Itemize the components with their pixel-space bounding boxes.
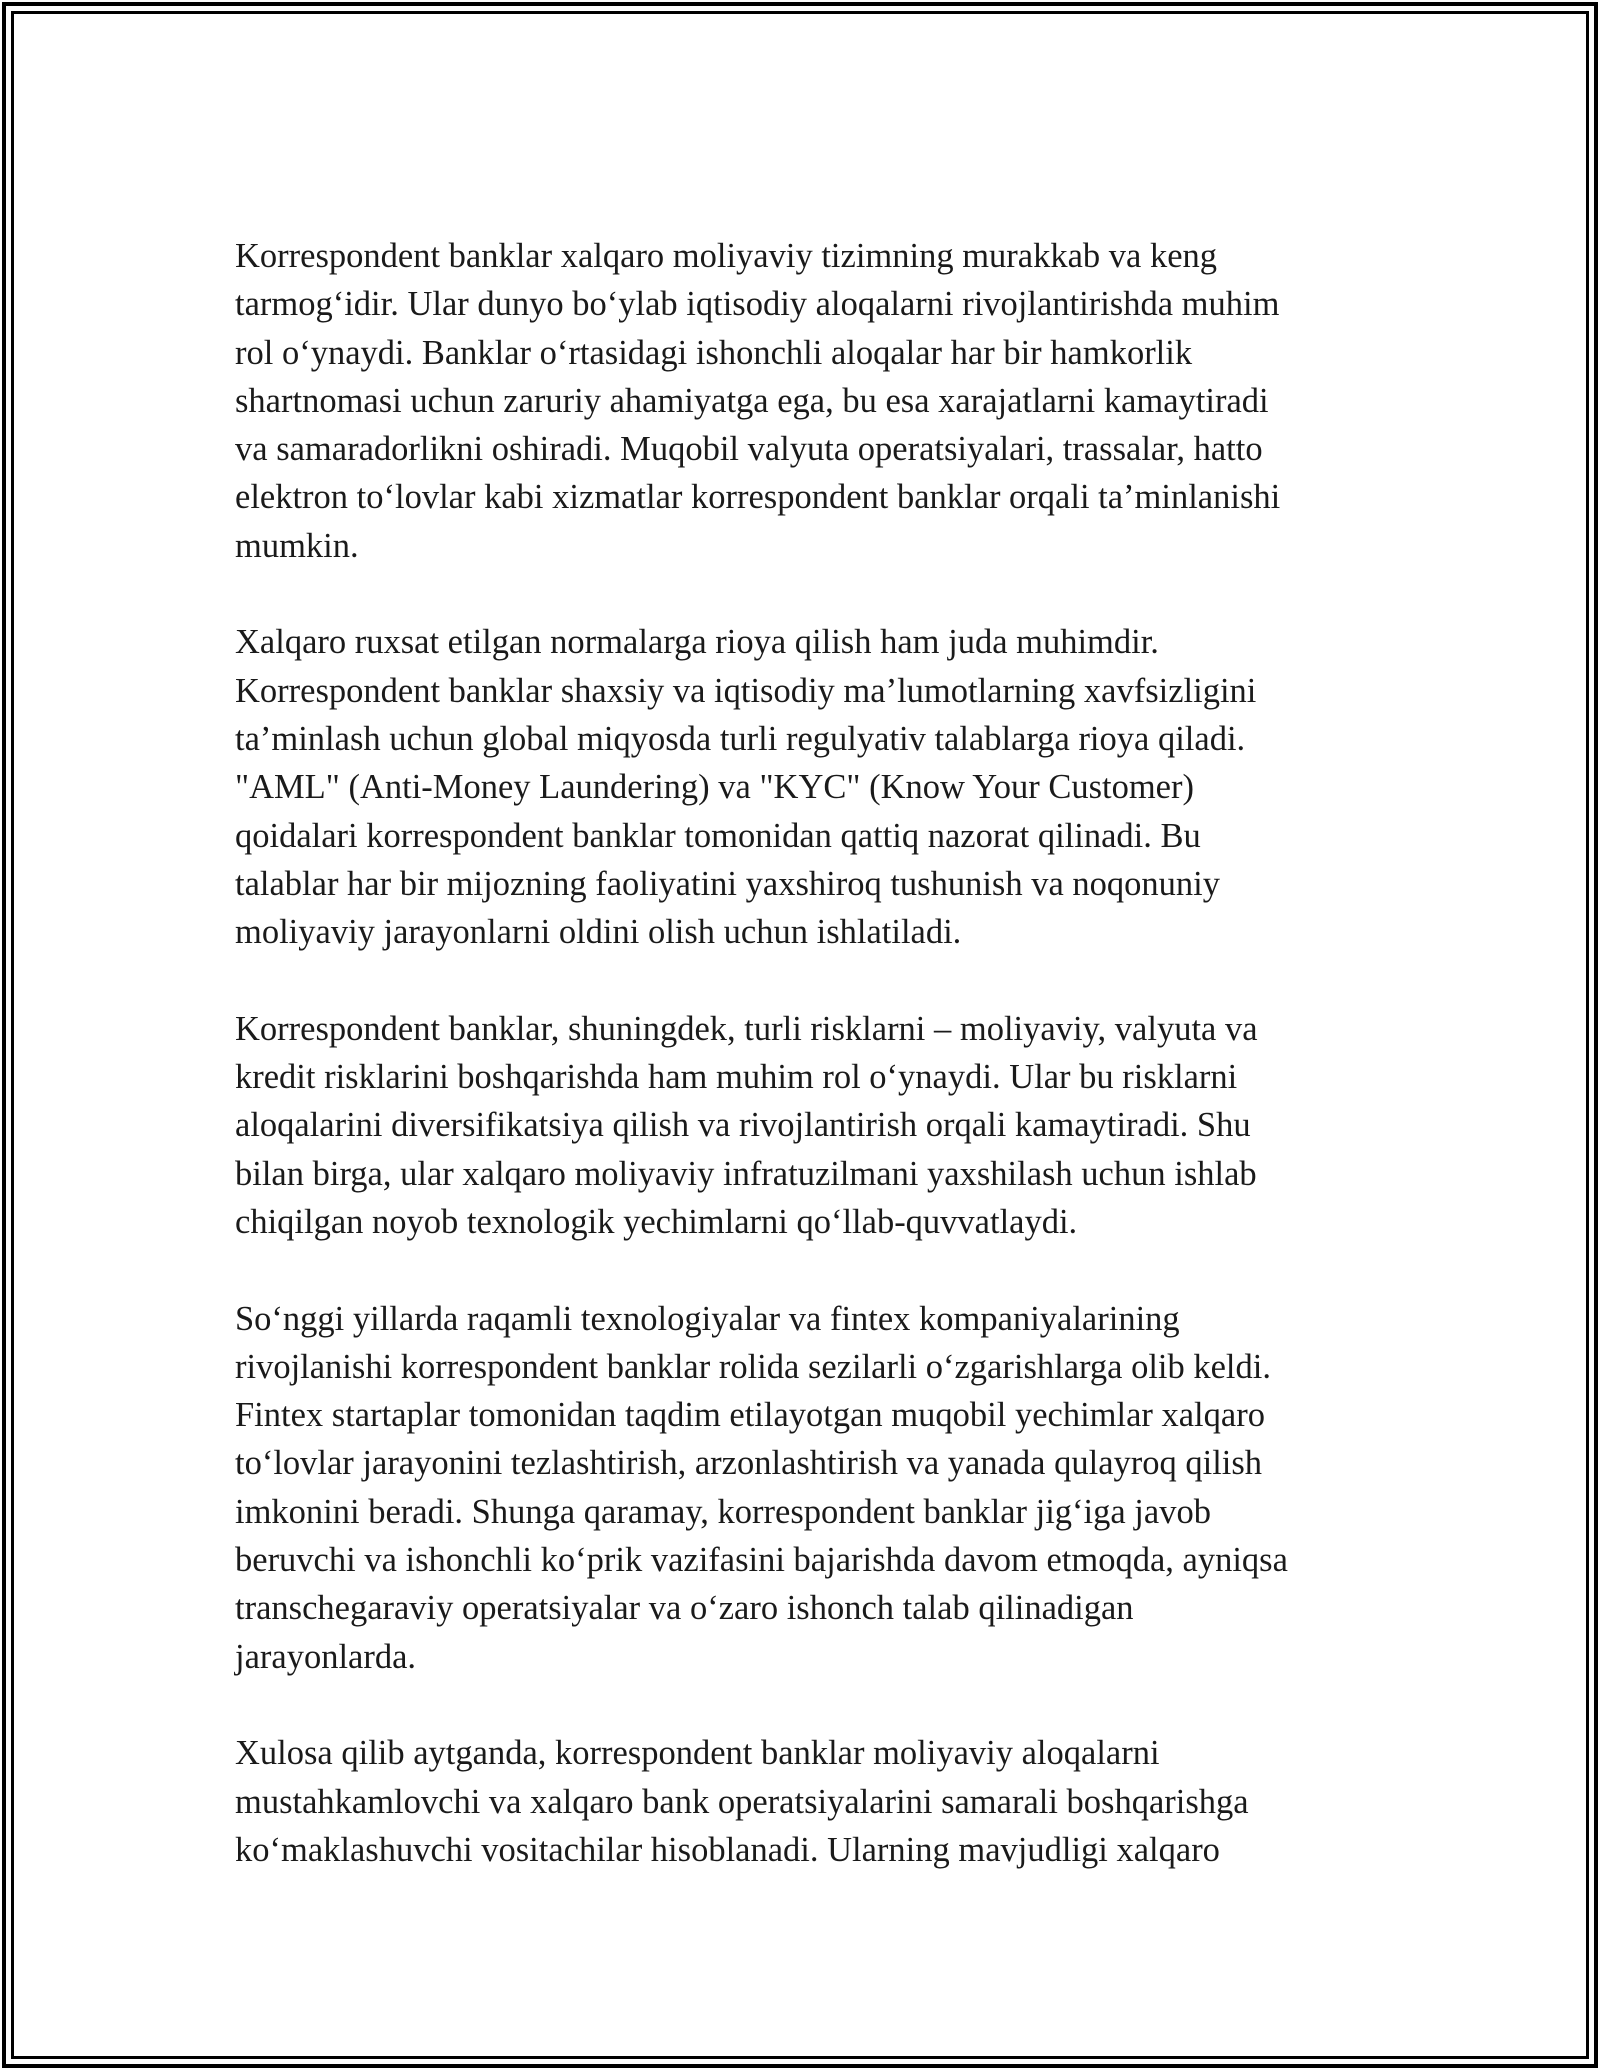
text-line: So‘nggi yillarda raqamli texnologiyalar va fintex kompaniyalarining [235,1299,1180,1338]
text-line: mustahkamlovchi va xalqaro bank operatsiyalarini samarali boshqarishga [235,1782,1249,1821]
text-line: bilan birga, ular xalqaro moliyaviy infratuzilmani yaxshilash uchun ishlab [235,1154,1257,1193]
text-line: elektron to‘lovlar kabi xizmatlar korrespondent banklar orqali ta’minlanishi [235,478,1281,517]
text-line: kredit risklarini boshqarishda ham muhim rol o‘ynaydi. Ular bu risklarni [235,1058,1238,1097]
paragraph-5 [235,1729,1365,1874]
text-line: "AML" (Anti-Money Laundering) va "KYC" (Know Your Customer) [235,768,1194,807]
text-line: rivojlanishi korrespondent banklar rolida sezilarli o‘zgarishlarga olib keldi. [235,1347,1271,1386]
text-line: Korrespondent banklar, shuningdek, turli risklarni – moliyaviy, valyuta va [235,1009,1258,1048]
text-line: va samaradorlikni oshiradi. Muqobil valyuta operatsiyalari, trassalar, hatto [235,430,1263,469]
text-line: Korrespondent banklar shaxsiy va iqtisodiy ma’lumotlarning xavfsizligini [235,671,1257,710]
paragraph-4 [235,1295,1365,1681]
text-line: moliyaviy jarayonlarni oldini olish uchun ishlatiladi. [235,913,962,952]
text-line: qoidalari korrespondent banklar tomonidan qattiq nazorat qilinadi. Bu [235,816,1201,855]
text-line: rol o‘ynaydi. Banklar o‘rtasidagi ishonchli aloqalar har bir hamkorlik [235,333,1193,372]
text-line: aloqalarini diversifikatsiya qilish va rivojlantirish orqali kamaytiradi. Shu [235,1106,1251,1145]
text-line: shartnomasi uchun zaruriy ahamiyatga ega, bu esa xarajatlarni kamaytiradi [235,381,1269,420]
paragraph-2 [235,618,1365,956]
text-line: ko‘maklashuvchi vositachilar hisoblanadi. Ularning mavjudligi xalqaro [235,1830,1220,1869]
paragraph-3 [235,1005,1365,1246]
text-line: ta’minlash uchun global miqyosda turli regulyativ talablarga rioya qiladi. [235,719,1246,758]
text-line: Xulosa qilib aytganda, korrespondent banklar moliyaviy aloqalarni [235,1734,1160,1773]
text-line: Fintex startaplar tomonidan taqdim etilayotgan muqobil yechimlar xalqaro [235,1396,1265,1435]
text-line: Korrespondent banklar xalqaro moliyaviy tizimning murakkab va keng [235,237,1218,275]
text-line: talablar har bir mijozning faoliyatini yaxshiroq tushunish va noqonuniy [235,864,1220,903]
text-line: jarayonlarda. [235,1637,417,1676]
text-line: beruvchi va ishonchli ko‘prik vazifasini bajarishda davom etmoqda, ayniqsa [235,1541,1288,1580]
text-line: tarmog‘idir. Ular dunyo bo‘ylab iqtisodiy aloqalarni rivojlantirishda muhim [235,285,1280,324]
text-line: mumkin. [235,526,359,565]
text-line: chiqilgan noyob texnologik yechimlarni qo‘llab-quvvatlaydi. [235,1202,1078,1241]
text-line: to‘lovlar jarayonini tezlashtirish, arzonlashtirish va yanada qulayroq qilish [235,1444,1263,1483]
text-line: transchegaraviy operatsiyalar va o‘zaro ishonch talab qilinadigan [235,1589,1134,1628]
text-line: Xalqaro ruxsat etilgan normalarga rioya qilish ham juda muhimdir. [235,623,1159,662]
text-line: imkonini beradi. Shunga qaramay, korrespondent banklar jig‘iga javob [235,1492,1211,1531]
paragraph-1 [235,232,1365,570]
document-body [235,232,1365,1922]
